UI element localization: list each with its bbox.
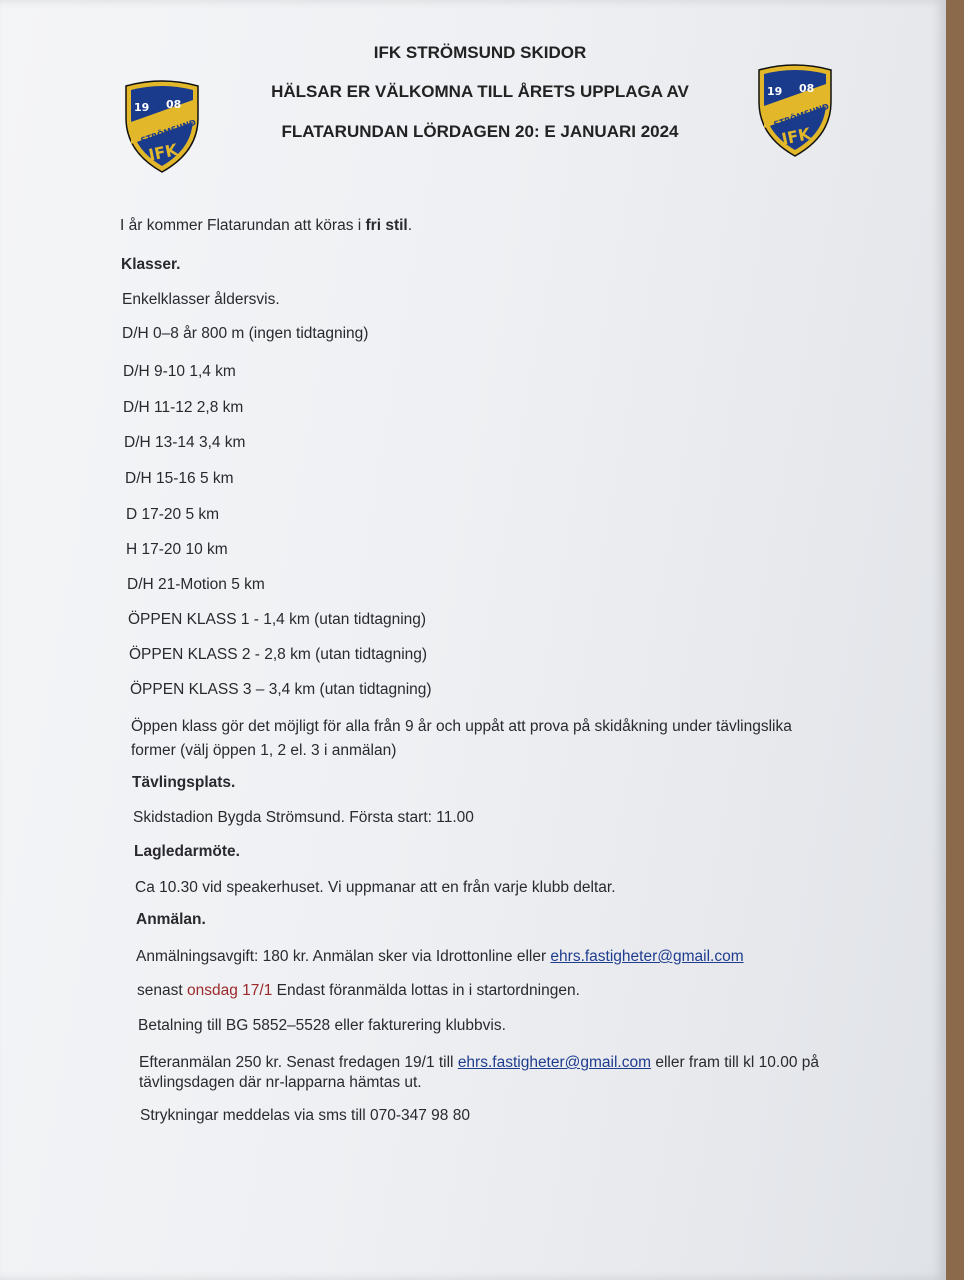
class-item: ÖPPEN KLASS 2 - 2,8 km (utan tidtagning) (129, 646, 428, 663)
class-item: D/H 9-10 1,4 km (123, 363, 236, 380)
shield-icon (755, 62, 835, 158)
svg-text:STRÖMSUND: STRÖMSUND (772, 101, 831, 130)
enkelklasser-text: Enkelklasser åldersvis. (122, 291, 280, 308)
svg-text:19: 19 (767, 85, 783, 98)
class-item: ÖPPEN KLASS 1 - 1,4 km (utan tidtagning) (128, 611, 427, 628)
email-link[interactable]: ehrs.fastigheter@gmail.com (457, 1054, 652, 1071)
svg-text:STRÖMSUND: STRÖMSUND (139, 117, 198, 146)
svg-text:IFK: IFK (146, 139, 180, 165)
header-subtitle: HÄLSAR ER VÄLKOMNA TILL ÅRETS UPPLAGA AV (271, 82, 689, 101)
header-title: IFK STRÖMSUND SKIDOR (373, 43, 587, 62)
deadline-highlight: onsdag 17/1 (186, 982, 273, 999)
svg-text:IFK: IFK (779, 123, 813, 149)
email-link[interactable]: ehrs.fastigheter@gmail.com (550, 948, 744, 965)
class-item: D/H 21-Motion 5 km (127, 576, 265, 593)
tavlingsplats-heading: Tävlingsplats. (132, 774, 236, 791)
lagledarmote-text: Ca 10.30 vid speakerhuset. Vi uppmanar att en från varje klubb deltar. (135, 879, 616, 896)
class-item: D 17-20 5 km (126, 506, 220, 523)
ifk-crest-left-logo (122, 78, 202, 174)
klasser-heading: Klasser. (121, 256, 181, 273)
svg-text:08: 08 (799, 82, 815, 95)
anmalan-fee-text: Anmälningsavgift: 180 kr. Anmälan sker via Idrottonline eller ehrs.fastigheter@gmail.com (136, 948, 744, 965)
class-item: D/H 0–8 år 800 m (ingen tidtagning) (122, 325, 369, 342)
class-item: ÖPPEN KLASS 3 – 3,4 km (utan tidtagning) (130, 681, 432, 698)
intro-text: I år kommer Flatarundan att köras i fri stil. (120, 217, 413, 234)
shield-icon (122, 78, 202, 174)
svg-text:19: 19 (134, 101, 150, 114)
class-item: D/H 15-16 5 km (125, 470, 234, 487)
header-event-date: FLATARUNDAN LÖRDAGEN 20: E JANUARI 2024 (281, 122, 679, 141)
open-class-note: Öppen klass gör det möjligt för alla från 9 år och uppåt att prova på skidåkning under tävlingslika former (välj öppen 1, 2 el. 3 i anmälan) (131, 718, 792, 759)
efteranmalan-text: Efteranmälan 250 kr. Senast fredagen 19/1 till ehrs.fastigheter@gmail.com eller fram till kl 10.00 på tävlingsdagen där nr-lapparna hämtas ut. (139, 1054, 820, 1091)
anmalan-heading: Anmälan. (136, 911, 206, 928)
tavlingsplats-text: Skidstadion Bygda Strömsund. Första start: 11.00 (133, 809, 474, 826)
class-item: D/H 13-14 3,4 km (124, 434, 246, 451)
class-item: H 17-20 10 km (126, 541, 228, 558)
anmalan-deadline-text: senast onsdag 17/1 Endast föranmälda lottas in i startordningen. (137, 982, 580, 999)
svg-text:08: 08 (166, 98, 182, 111)
ifk-crest-right-logo (755, 62, 835, 158)
strykningar-text: Strykningar meddelas via sms till 070-347 98 80 (140, 1107, 470, 1124)
betalning-text: Betalning till BG 5852–5528 eller fakturering klubbvis. (138, 1017, 506, 1034)
lagledarmote-heading: Lagledarmöte. (134, 843, 240, 860)
class-item: D/H 11-12 2,8 km (123, 399, 244, 416)
style-highlight: fri stil (365, 217, 408, 234)
